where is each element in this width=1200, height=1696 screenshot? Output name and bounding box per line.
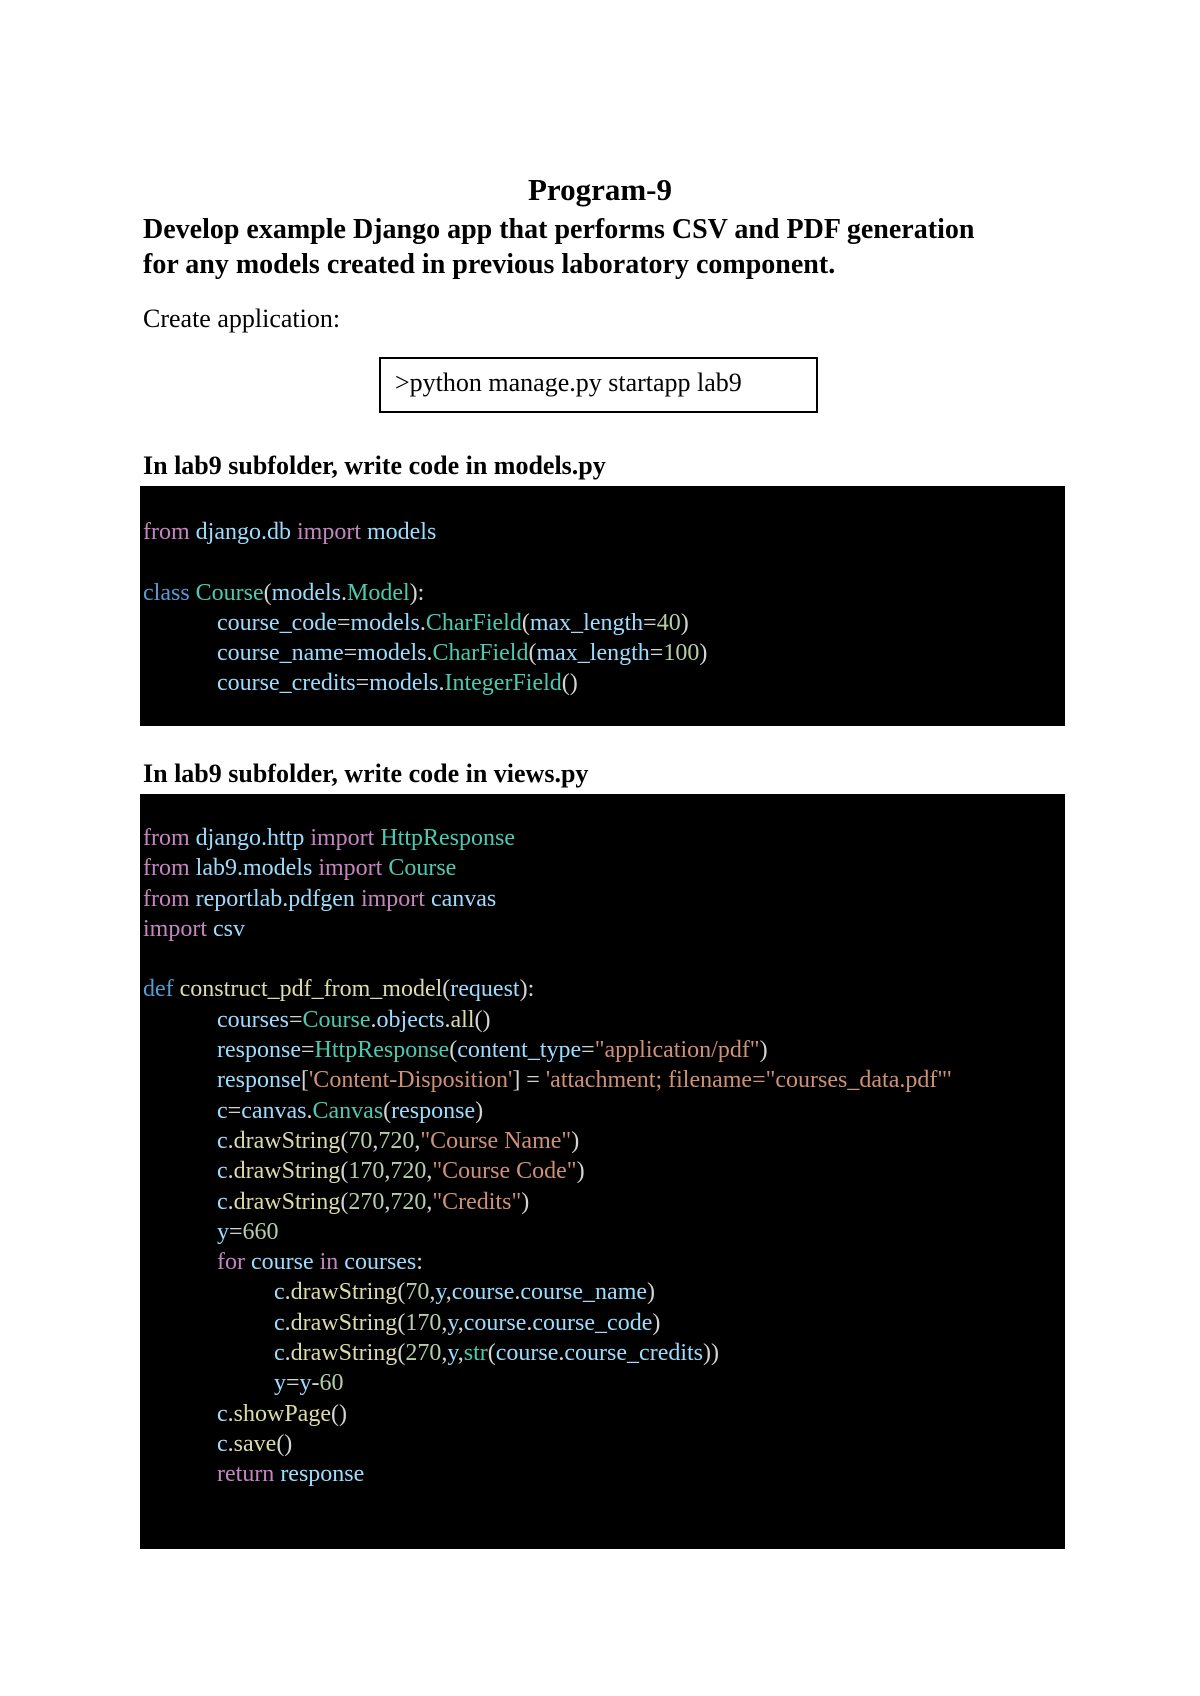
code-line [143,1247,1065,1277]
code-token: )) [703,1340,719,1367]
models-code-block [140,486,1065,726]
code-token: lab9.models [189,855,319,882]
code-token: drawString [290,1309,398,1336]
code-token: c [274,1340,285,1367]
code-token: Course [382,855,457,882]
code-line [143,1429,1065,1459]
code-line [143,668,1065,698]
code-token: = [336,609,351,636]
code-token: , [384,1188,391,1215]
code-token: save [233,1430,277,1457]
code-token: y [447,1340,458,1367]
code-token: ) [521,1188,530,1215]
code-token: - [311,1370,320,1397]
code-token: = [343,640,358,667]
code-line [143,1187,1065,1217]
code-token: , [426,1158,433,1185]
code-token: Course [189,579,264,606]
code-token: = [581,1037,595,1064]
code-line [143,884,1065,914]
code-token: () [474,1006,491,1033]
code-token: : [416,1249,423,1276]
code-token: Canvas [312,1097,384,1124]
code-token: import [360,885,425,912]
code-line [143,1126,1065,1156]
code-line [143,1217,1065,1247]
code-token: c [217,1400,228,1427]
code-token: ( [383,1097,392,1124]
code-token: = [288,1006,303,1033]
code-token: from [143,519,190,545]
code-token: courses [217,1006,289,1033]
code-token: 720 [390,1188,427,1215]
code-line [143,853,1065,883]
code-token: = [286,1370,300,1397]
code-token: class [143,579,190,606]
code-token: drawString [233,1127,341,1154]
code-token: = [229,1218,243,1245]
code-token: str [463,1340,488,1367]
code-line [143,517,1065,547]
code-token: = [649,640,664,667]
code-token: [ [300,1067,309,1094]
code-line [143,1459,1065,1489]
code-line [143,547,1065,577]
code-token: . [227,1188,234,1215]
code-token: ): [519,976,535,1003]
code-token: . [284,1340,291,1367]
code-token: ) [652,1309,661,1336]
code-token: () [561,670,578,697]
code-token: 60 [319,1370,344,1397]
code-token: y [447,1309,458,1336]
views-code-block [140,794,1065,1549]
code-token: ) [699,640,708,667]
code-token: ) [647,1279,656,1306]
code-token: . [526,1309,533,1336]
code-token: . [514,1279,521,1306]
code-token: c [217,1430,228,1457]
code-token: reportlab.pdfgen [189,885,361,912]
code-token: c [217,1097,228,1124]
code-line [143,638,1065,668]
code-line [143,823,1065,853]
code-token: import [318,855,383,882]
code-token: "Course Name" [420,1127,572,1154]
code-token: , [457,1340,464,1367]
code-token: ) [475,1097,484,1124]
code-token: from [143,825,190,851]
code-token: c [217,1127,228,1154]
code-token: c [274,1279,285,1306]
code-token: drawString [233,1188,341,1215]
code-token: 170 [405,1309,442,1336]
code-token: for [217,1249,245,1276]
code-token: = [227,1097,242,1124]
code-token: . [284,1279,291,1306]
code-token: drawString [290,1340,398,1367]
code-token: . [227,1127,234,1154]
code-token: c [217,1158,228,1185]
code-token: , [457,1309,464,1336]
code-token: 270 [348,1188,385,1215]
code-token: django.http [189,825,311,851]
code-line [143,578,1065,608]
code-token: ) [680,609,689,636]
code-token: ( [487,1340,496,1367]
code-token: HttpResponse [374,825,515,851]
code-token: y [217,1218,229,1245]
description-line-2: for any models created in previous laboratory component. [143,249,836,280]
code-token: course_code [217,609,337,636]
code-token: course_code [532,1309,653,1336]
code-token: . [340,579,347,606]
code-token: ) [576,1158,585,1185]
code-token: 'Content-Disposition' [308,1067,513,1094]
code-line [143,1096,1065,1126]
code-token: course [244,1249,320,1276]
code-line [143,1035,1065,1065]
code-token: . [227,1158,234,1185]
code-token: . [419,609,426,636]
code-token: ( [397,1279,406,1306]
code-token: () [330,1400,347,1427]
code-token: ( [528,640,537,667]
code-token: . [284,1309,291,1336]
code-token: objects [376,1006,445,1033]
code-token: c [217,1188,228,1215]
code-token: models [369,670,439,697]
code-token: CharField [432,640,529,667]
code-token: , [372,1127,379,1154]
code-token: , [441,1309,448,1336]
code-token: "application/pdf" [594,1037,760,1064]
code-token: course_name [217,640,344,667]
command-text: >python manage.py startapp lab9 [395,368,742,397]
code-token: models [357,640,427,667]
code-token: 100 [663,640,700,667]
code-token: courses [338,1249,417,1276]
code-token: , [426,1188,433,1215]
models-section-label: In lab9 subfolder, write code in models.py [143,451,606,480]
code-line [143,1338,1065,1368]
code-token: . [306,1097,313,1124]
code-token: 270 [405,1340,442,1367]
code-token: , [384,1158,391,1185]
code-token: = [300,1037,315,1064]
code-token: = [643,609,657,636]
page-title: Program-9 [527,172,673,207]
code-token: 'attachment; filename="courses_data.pdf"' [545,1067,952,1094]
code-line [143,944,1065,974]
code-token: CharField [425,609,522,636]
code-line [143,608,1065,638]
code-token: ( [340,1158,349,1185]
code-token: response [274,1461,365,1488]
code-token: "Credits" [432,1188,522,1215]
code-token: ( [263,579,272,606]
code-line [143,1156,1065,1186]
code-token: course [495,1340,559,1367]
code-token: max_length [536,640,650,667]
code-token: models [271,579,341,606]
program-description [143,212,1073,282]
code-line [143,914,1065,944]
description-line-1: Develop example Django app that performs CSV and PDF generation [143,214,975,245]
code-token: import [143,915,207,942]
code-token: . [426,640,433,667]
code-line [143,1399,1065,1429]
code-token: 720 [378,1127,415,1154]
code-token: , [441,1340,448,1367]
code-token: ( [397,1340,406,1367]
code-token: y [299,1370,312,1397]
code-token: max_length [529,609,644,636]
code-token: ): [409,579,425,606]
code-token: 660 [242,1218,279,1245]
code-token: c [274,1309,285,1336]
command-box [379,357,818,413]
code-token: response [217,1037,301,1064]
code-token: "Course Code" [432,1158,577,1185]
code-line [143,1277,1065,1307]
code-token: ( [449,1037,458,1064]
code-token: 720 [390,1158,427,1185]
code-token: content_type [457,1037,582,1064]
code-token: course_credits [217,670,356,697]
code-line [143,1065,1065,1095]
code-token: response [391,1097,476,1124]
code-token: y [274,1370,286,1397]
code-token: course_name [520,1279,648,1306]
code-token: models [360,519,437,545]
code-token: all [450,1006,475,1033]
code-token: request [450,976,520,1003]
code-token: django.db [189,519,297,545]
code-token: = [355,670,370,697]
code-token: in [319,1249,339,1276]
code-token: ( [397,1309,406,1336]
code-token: 170 [348,1158,385,1185]
code-token: response [217,1067,301,1094]
code-token: , [429,1279,436,1306]
code-line [143,1005,1065,1035]
code-token: , [445,1279,452,1306]
code-token: ( [442,976,451,1003]
create-application-label: Create application: [143,304,341,333]
code-token: from [143,855,190,882]
code-token: ( [340,1127,349,1154]
views-section-label: In lab9 subfolder, write code in views.py [143,759,589,788]
code-token: csv [207,915,245,942]
code-token: ) [571,1127,580,1154]
code-token: drawString [233,1158,341,1185]
code-token: construct_pdf_from_model [173,976,443,1003]
code-token: ( [340,1188,349,1215]
code-token: . [444,1006,451,1033]
code-token: . [227,1400,234,1427]
code-token: import [310,825,375,851]
code-token: ] = [512,1067,546,1094]
code-token: import [296,519,361,545]
code-token: Model [346,579,410,606]
code-token: 70 [405,1279,430,1306]
code-token: 40 [656,609,681,636]
code-token: Course [302,1006,371,1033]
code-token: . [558,1340,565,1367]
code-token: models [350,609,420,636]
code-token: IntegerField [444,670,562,697]
code-token: . [370,1006,377,1033]
code-token: return [217,1461,275,1488]
code-token: def [143,976,174,1003]
code-line [143,1308,1065,1338]
code-token: 70 [348,1127,373,1154]
code-token: () [276,1430,293,1457]
code-token: , [414,1127,421,1154]
code-token: from [143,885,190,912]
code-token: course [451,1279,515,1306]
code-line [143,1368,1065,1398]
code-token: showPage [233,1400,331,1427]
code-token: course [463,1309,527,1336]
code-token: HttpResponse [314,1037,450,1064]
code-token: ( [521,609,530,636]
code-token: . [227,1430,234,1457]
code-token: course_credits [564,1340,704,1367]
code-token: canvas [424,885,497,912]
code-line [143,974,1065,1004]
code-token: drawString [290,1279,398,1306]
code-token: . [438,670,445,697]
code-token: y [435,1279,446,1306]
code-token: ) [759,1037,768,1064]
code-token: canvas [241,1097,307,1124]
